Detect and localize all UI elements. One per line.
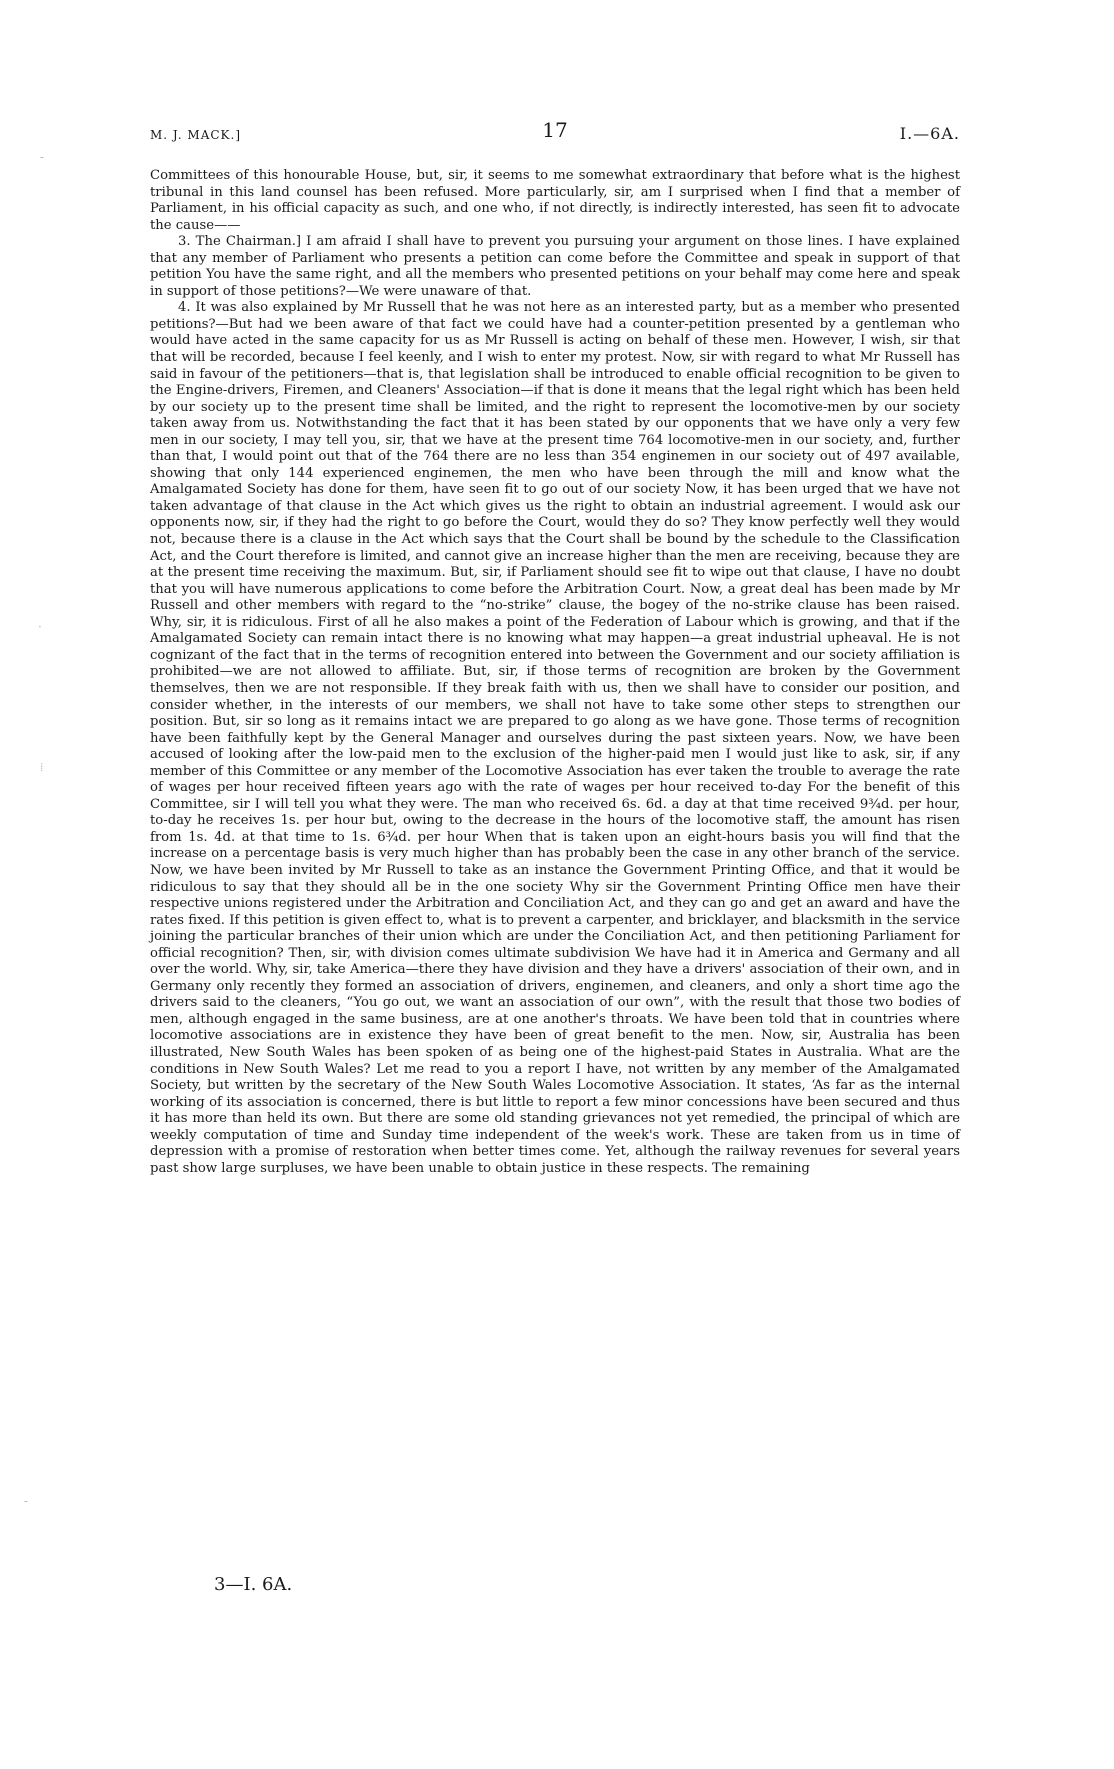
speaker-heading: M. J. MACK.] — [150, 128, 242, 142]
paragraph-question-3: 3. The Chairman.] I am afraid I shall have to prevent you pursuing your argument on those lines. I have explained that any member of Parliament who presents a petition can come before the Committee and speak in support of that petition You have the same right, and all the members who presented petitions on your behalf may come here and speak in support of those petitions?—We were unaware of that. — [150, 234, 960, 299]
paragraph-continuation: Committees of this honourable House, but, sir, it seems to me somewhat extraordinary that before what is the highest tribunal in this land counsel has been refused. More particularly, sir, am I surprised when I find that a member of Parliament, in his official capacity as such, and one who, if not directly, is indirectly interested, has seen fit to advocate the cause—— — [150, 168, 960, 233]
page-number: 17 — [542, 118, 568, 142]
paper-reference: I.—6A. — [899, 124, 960, 143]
scan-artifact-mark: - — [40, 150, 45, 164]
document-body — [150, 168, 960, 1177]
scan-artifact-mark: · — [38, 620, 42, 634]
page-header — [150, 118, 960, 148]
scan-artifact-mark: ⁞ — [40, 760, 44, 774]
signature-mark: 3—I. 6A. — [214, 1574, 293, 1595]
paragraph-question-4: 4. It was also explained by Mr Russell that he was not here as an interested party, but as a member who presented petitions?—But had we been aware of that fact we could have had a counter-petition presented by a gentleman who would have acted in the same capacity for us as Mr Russell is acting on behalf of these men. However, I wish, sir that that will be recorded, because I feel keenly, and I wish to enter my protest. Now, sir with regard to what Mr Russell has said in favour of the petitioners—that is, that legislation shall be introduced to enable official recognition to be given to the Engine-drivers, Firemen, and Cleaners' Association—if that is done it means that the legal right which has been held by our society up to the present time shall be limited, and the right to represent the locomotive-men by our society taken away from us. Notwithstanding the fact that it has been stated by our opponents that we have only a very few men in our society, I may tell you, sir, that we have at the present time 764 locomotive-men in our society, and, further than that, I would point out that of the 764 there are no less than 354 enginemen in our society out of 497 available, showing that only 144 experienced enginemen, the men who have been through the mill and know what the Amalgamated Society has done for them, have seen fit to go out of our society Now, it has been urged that we have not taken advantage of that clause in the Act which gives us the right to obtain an industrial agreement. I would ask our opponents now, sir, if they had the right to go before the Court, would they do so? They know perfectly well they would not, because there is a clause in the Act which says that the Court shall be bound by the schedule to the Classification Act, and the Court therefore is limited, and cannot give an increase higher than the men are receiving, because they are at the present time receiving the maximum. But, sir, if Parliament should see fit to wipe out that clause, I have no doubt that you will have numerous applications to come before the Arbitration Court. Now, a great deal has been made by Mr Russell and other members with regard to the “no-strike” clause, the bogey of the no-strike clause has been raised. Why, sir, it is ridiculous. First of all he also makes a point of the Federation of Labour which is growing, and that if the Amalgamated Society can remain intact there is no knowing what may happen—a great industrial upheaval. He is not cognizant of the fact that in the terms of recognition entered into between the Government and our society affiliation is prohibited—we are not allowed to affiliate. But, sir, if those terms of recognition are broken by the Government themselves, then we are not responsible. If they break faith with us, then we shall have to consider our position, and consider whether, in the interests of our members, we shall not have to take some other steps to strengthen our position. But, sir so long as it remains intact we are prepared to go along as we have gone. Those terms of recognition have been faithfully kept by the General Manager and ourselves during the past sixteen years. Now, we have been accused of looking after the low-paid men to the exclusion of the higher-paid men I would just like to ask, sir, if any member of this Committee or any member of the Locomotive Association has ever taken the trouble to average the rate of wages per hour received fifteen years ago with the rate of wages per hour received to-day For the benefit of this Committee, sir I will tell you what they were. The man who received 6s. 6d. a day at that time received 9¾d. per hour, to-day he receives 1s. per hour but, owing to the decrease in the hours of the locomotive staff, the amount has risen from 1s. 4d. at that time to 1s. 6¾d. per hour When that is taken upon an eight-hours basis you will find that the increase on a percentage basis is very much higher than has probably been the case in any other branch of the service. Now, we have been invited by Mr Russell to take as an instance the Government Printing Office, and that it would be ridiculous to say that they should all be in the one society Why sir the Government Printing Office men have their respective unions registered under the Arbitration and Conciliation Act, and they can go and get an award and have the rates fixed. If this petition is given effect to, what is to prevent a carpenter, and bricklayer, and blacksmith in the service joining the particular branches of their union which are under the Conciliation Act, and then petitioning Parliament for official recognition? Then, sir, with division comes ultimate subdivision We have had it in America and Germany and all over the world. Why, sir, take America—there they have division and they have a drivers' association of their own, and in Germany only recently they formed an association of drivers, enginemen, and cleaners, and only a short time ago the drivers said to the cleaners, “You go out, we want an association of our own”, with the result that those two bodies of men, although engaged in the same business, are at one another's throats. We have been told that in countries where locomotive associations are in existence they have been of great benefit to the men. Now, sir, Australia has been illustrated, New South Wales has been spoken of as being one of the highest-paid States in Australia. What are the conditions in New South Wales? Let me read to you a report I have, not written by any member of the Amalgamated Society, but written by the secretary of the New South Wales Locomotive Association. It states, ‘As far as the internal working of its association is concerned, there is but little to report a few minor concessions have been secured and thus it has more than held its own. But there are some old standing grievances not yet remedied, the principal of which are weekly computation of time and Sunday time independent of the week's work. These are taken from us in time of depression with a promise of restoration when better times come. Yet, although the railway revenues for several years past show large surpluses, we have been unable to obtain justice in these respects. The remaining — [150, 300, 960, 1176]
scan-artifact-mark: ‐ — [24, 1494, 29, 1508]
